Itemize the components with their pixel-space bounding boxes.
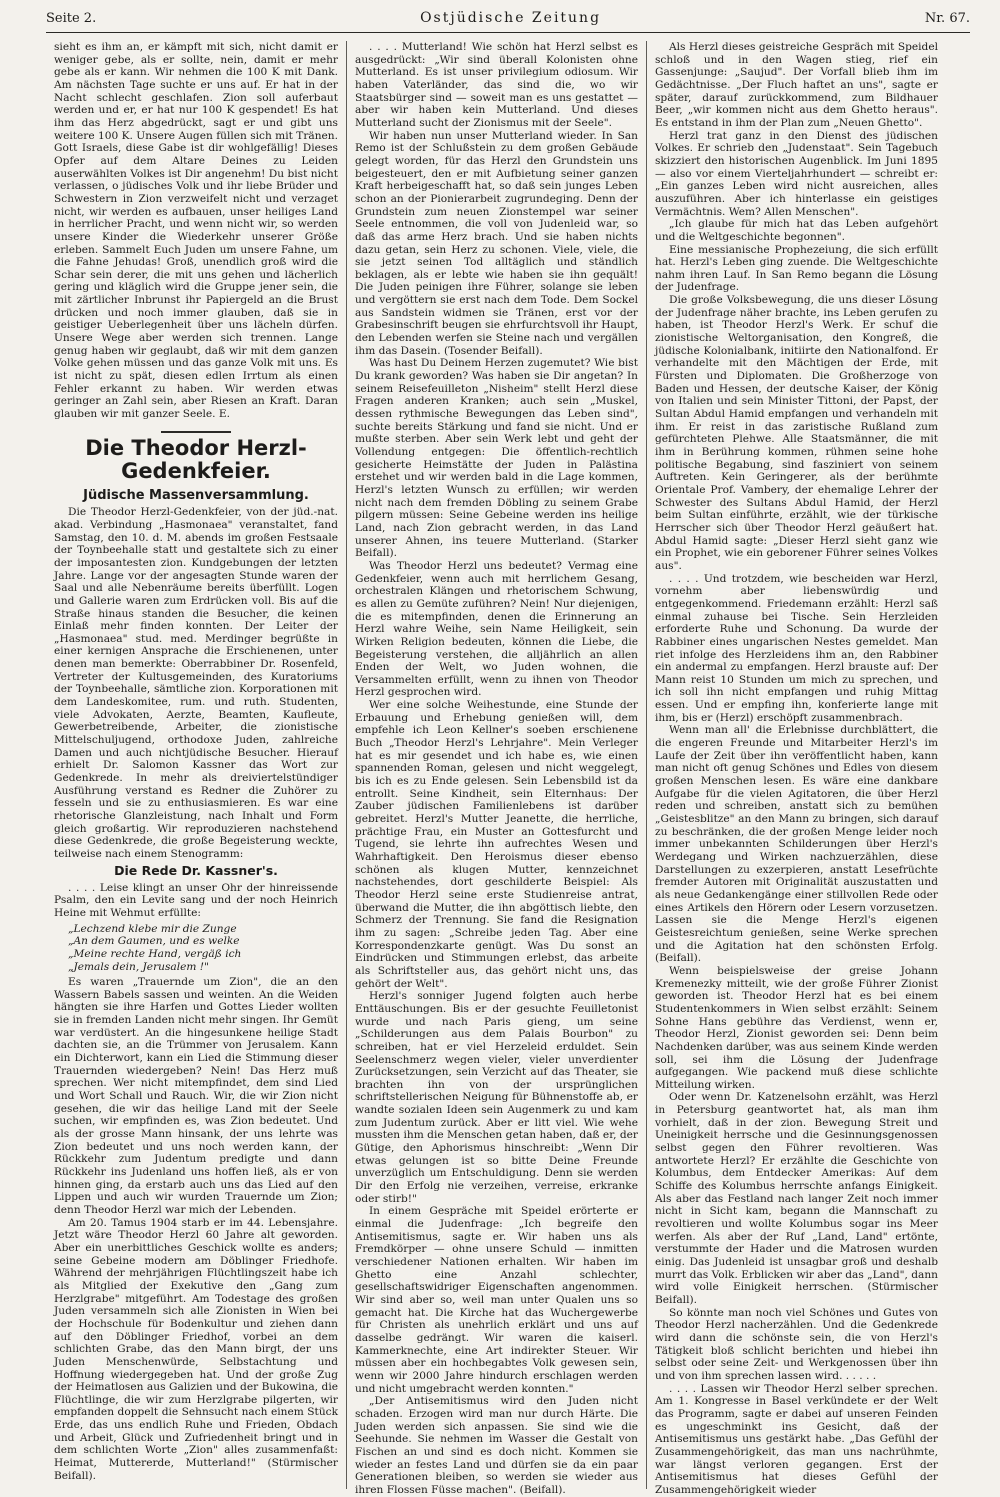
- paragraph: Wir haben nun unser Mutterland wieder. In San Remo ist der Schlußstein zu dem großen Gebäude gelegt worden, für das Herzl den Grundstein uns beigesteuert, den er mit Aufbietung seiner ganzen Kraft herbeigeschafft hat, so daß sein junges Leben schon an der Pionierarbeit zugrundeging. Denn der Grundstein zum neuen Zionstempel war seiner Seele entnommen, die voll von Judenleid war, so daß das arme Herz brach. Und sie haben nichts dazu getan, sein Herz zu schonen. Viele, viele, die sie jetzt seinen Tod alltäglich und ständlich beklagen, als er lebte wie haben sie ihn gequält! Die Juden peinigen ihre Führer, solange sie leben und vergöttern sie erst nach dem Tode. Dem Sockel aus Sandstein widmen sie Tränen, erst vor der Grabesinschrift beugen sie ehrfurchtsvoll ihr Haupt, den Lebenden werfen sie Steine nach und vergällen ihm das Dasein. (Tosender Beifall).: [355, 129, 638, 357]
- issue-number: Nr. 67.: [924, 11, 970, 26]
- paragraph: Die große Volksbewegung, die uns dieser Lösung der Judenfrage näher brachte, ins Leben gerufen zu haben, ist Theodor Herzl's Werk. Er schuf die zionistische Weltorganisation, den Kongreß, die jüdische Kolonialbank, initiirte den Nationalfond. Er verhandelte mit den Mächtigen der Erde, mit Fürsten und Diplomaten. Die Großherzoge von Baden und Hessen, der deutsche Kaiser, der König von Italien und sein Minister Tittoni, der Papst, der Sultan Abdul Hamid empfangen und verhandeln mit ihm. Er reist in das zaristische Rußland zum gefürchteten Plehwe. Alle Staatsmänner, die mit ihm in Berührung kommen, rühmen seine hohe politische Begabung, sind fasziniert von seinem Auftreten. Kein Geringerer, als der berühmte Orientale Prof. Vambery, der ehemalige Lehrer der Schwester des Sultans Abdul Hamid, der Herzl beim Sultan einführte, erzählt, wie der türkische Herrscher sich über Theodor Herzl geäußert hat. Abdul Hamid sagte: „Dieser Herzl sieht ganz wie ein Prophet, wie ein geborener Führer seines Volkes aus".: [655, 294, 938, 572]
- article-headline: Die Theodor Herzl-Gedenkfeier.: [85, 435, 307, 484]
- article-columns: [46, 41, 970, 1496]
- column-2: [346, 41, 646, 1496]
- newspaper-title: Ostjüdische Zeitung: [420, 10, 602, 26]
- paragraph: So könnte man noch viel Schönes und Gutes von Theodor Herzl nacherzählen. Und die Gedenkrede wird dann die schönste sein, die von Herzl's Tätigkeit bloß schlicht berichten und hiebei ihn selbst oder seine Zeit- und Werkgenossen über ihn und von ihm sprechen lassen wird. . . . . .: [655, 1306, 938, 1382]
- paragraph: Als Herzl dieses geistreiche Gespräch mit Speidel schloß und in den Wagen stieg, rief ein Gassenjunge: „Saujud". Der Vorfall blieb ihm im Gedächtnisse. „Der Fluch haftet an uns", sagte er später, darauf zurückkommend, zum Bildhauer Beer, „wir kommen nicht aus dem Ghetto heraus". Es entstand in ihm der Plan zum „Neuen Ghetto".: [655, 41, 938, 129]
- paragraph: sieht es ihm an, er kämpft mit sich, nicht damit er weniger gebe, als er sollte, nein, damit er mehr gebe als er kann. Wir nehmen die 100 K mit Dank. Am nächsten Tage suchte er uns auf. Er hat in der Nacht schlecht geschlafen. Zion soll auferbaut werden und er, er hat nur 100 K gespendet! Es hat ihm das Herz abgedrückt, sagt er und gibt uns weitere 100 K. Unsere Augen füllen sich mit Tränen. Gott Israels, diese Gabe ist dir wohlgefällig! Dieses Opfer auf dem Altare Deines zu Leiden auserwählten Volkes ist Dir angenehm! Du bist nicht verlassen, o jüdisches Volk und ihr liebe Brüder und Schwestern in Zion verzweifelt nicht und verzaget nicht, wir werden es aufbauen, unser heiliges Land in herrlicher Pracht, und wenn nicht wir, so werden unsere Kinder die Wiederkehr unserer Größe erleben. Sammelt Euch Juden um unsere Fahne, um die Fahne Jehudas! Groß, unendlich groß wird die Schar sein derer, die mit uns gehen und lächerlich gering und kläglich wird die Gruppe jener sein, die mit zärtlicher Inbrunst ihr Papiergeld an die Brust drücken und noch immer glauben, daß sie in geistiger Ueberlegenheit über uns lächeln dürfen. Unsere Wege aber werden sich trennen. Lange genug haben wir geglaubt, daß wir mit dem ganzen Volke gehen müssen und das ganze Volk mit uns. Es ist nicht zu spät, diesen edlen Irrtum als einen Fehler erkannt zu haben. Wir werden etwas geringer an Zahl sein, aber Riesen an Kraft. Daran glauben wir mit ganzer Seele. E.: [54, 41, 338, 421]
- page-number: Seite 2.: [46, 11, 97, 26]
- poem-line: „Lechzend klebe mir die Zunge: [68, 922, 237, 935]
- paragraph: Wer eine solche Weihestunde, eine Stunde der Erbauung und Erhebung genießen will, dem empfehle ich Leon Kellner's soeben erschienene Buch „Theodor Herzl's Lehrjahre". Mein Verleger hat es mir gesendet und ich habe es, wie einen spannenden Roman, gelesen und nicht weggelegt, bis ich es zu Ende gelesen. Sein Lebensbild ist da entrollt. Seine Kindheit, sein Elternhaus: Der Zauber jüdischen Familienlebens ist darüber gebreitet. Herzl's Mutter Jeanette, die herrliche, prächtige Frau, ein Muster an Gottesfurcht und Tugend, sie lehrte ihn aufrechtes Wesen und Wahrhaftigkeit. Den Heroismus dieser ebenso schönen als klugen Mutter, kennzeichnet nachstehendes, dort geschilderte Beispiel: Als Theodor Herzl seine erste Studienreise antrat, überwand die Mutter, die ihn abgöttisch liebte, den Schmerz der Trennung. Sie fand die Resignation ihm zu sagen: „Schreibe jeden Tag. Aber eine Korrespondenzkarte genügt. Was Du sonst an Eindrücken und Stimmungen erlebst, das arbeite als Schriftsteller aus, das gehört nicht uns, das gehört der Welt".: [355, 699, 638, 990]
- masthead: [46, 10, 970, 33]
- column-3: [646, 41, 946, 1496]
- poem-line: „Meine rechte Hand, vergäß ich: [68, 947, 242, 960]
- paragraph: Oder wenn Dr. Katzenelsohn erzählt, was Herzl in Petersburg geantwortet hat, als man ihm vorhielt, daß in der zion. Bewegung Streit und Uneinigkeit herrsche und die Gesinnungsgenossen selbst gegen den Führer revoltieren. Was antwortete Herzl? Er erzählte die Geschichte von Kolumbus, dem Entdecker Amerikas: Auf dem Schiffe des Kolumbus herrschte anfangs Einigkeit. Als aber das Festland nach langer Zeit noch immer nicht in Sicht kam, begann die Mannschaft zu revoltieren und wollte Kolumbus sogar ins Meer werfen. Als aber der Ruf „Land, Land" ertönte, verstummte der Hader und die Matrosen wurden einig. Das Judenleid ist unsagbar groß und deshalb murrt das Volk. Erblicken wir aber das „Land", dann wird volle Einigkeit herrschen. (Stürmischer Beifall).: [655, 1091, 938, 1306]
- paragraph: „Ich glaube für mich hat das Leben aufgehört und die Weltgeschichte begonnen".: [655, 218, 938, 243]
- poem-quote: [68, 923, 338, 974]
- paragraph: . . . . Mutterland! Wie schön hat Herzl selbst es ausgedrückt: „Wir sind überall Kolonisten ohne Mutterland. Es ist unser privilegium odiosum. Wir haben Vaterländer, das sind die, wo wir Staatsbürger sind — soweit man es uns gestattet — aber wir haben kein Mutterland. Und dieses Mutterland sucht der Zionismus mit der Seele".: [355, 41, 638, 129]
- column-1: [46, 41, 346, 1489]
- paragraph: . . . . Leise klingt an unser Ohr der hinreissende Psalm, den ein Levite sang und der noch Heinrich Heine mit Wehmut erfüllte:: [54, 881, 338, 919]
- section-heading: Die Rede Dr. Kassner's.: [114, 862, 278, 878]
- paragraph: . . . . Lassen wir Theodor Herzl selber sprechen. Am 1. Kongresse in Basel verkündete er der Welt das Programm, sagte er dabei auf unseren Feinden es ungeschminkt ins Gesicht, daß der Antisemitismus uns gestärkt habe. „Das Gefühl der Zusammengehörigkeit, das man uns nachrühmte, war längst verloren gegangen. Erst der Antisemitismus hat dieses Gefühl der Zusammengehörigkeit wieder: [655, 1382, 938, 1496]
- poem-line: „Jemals dein, Jerusalem !": [68, 960, 209, 973]
- paragraph: Wenn man all' die Erlebnisse durchblättert, die die engeren Freunde und Mitarbeiter Herzl's im Laufe der Zeit über ihn veröffentlicht haben, kann man nicht oft genug Schönes und Edles von diesem großen Menschen lesen. Es wäre eine dankbare Aufgabe für die vielen Agitatoren, die über Herzl reden und schreiben, anstatt sich zu bemühen „Geistesblitze" an den Mann zu bringen, sich darauf zu beschränken, die der großen Menge leider noch immer unbekannten Schilderungen über Herzl's Werdegang und Wirken nachzuerzählen, diese Darstellungen zu exzerpieren, anstatt Lesefrüchte fremder Autoren mit Originalität auszustatten und als neue Gedankengänge einer stillvollen Rede oder eines Artikels den Hörern oder Lesern vorzusetzen. Lassen sie die Menge Herzl's eigenen Geistesreichtum genießen, seine Werke sprechen und die Agitation hat den schönsten Erfolg. (Beifall).: [655, 724, 938, 965]
- paragraph: Was Theodor Herzl uns bedeutet? Vermag eine Gedenkfeier, wenn auch mit herrlichem Gesang, orchestralen Klängen und rhetorischem Schwung, es allen zu Gemüte zuführen? Nein! Nur diejenigen, die es mitempfinden, denen die Erinnerung an Herzl wahre Weihe, sein Name Heiligkeit, sein Wirken Religion bedeuten, können die Liebe, die Begeisterung verstehen, die alljährlich an allen Enden der Welt, wo Juden wohnen, die Versammelten erfüllt, wenn zu ihnen von Theodor Herzl gesprochen wird.: [355, 559, 638, 699]
- paragraph: In einem Gespräche mit Speidel erörterte er einmal die Judenfrage: „Ich begreife den Antisemitismus, sagte er. Wir haben uns als Fremdkörper — ohne unsere Schuld — inmitten verschiedener Nationen erhalten. Wir haben im Ghetto eine Anzahl schlechter, gesellschaftswidriger Eigenschaften angenommen. Wir sind aber so, weil man unter Qualen uns so gemacht hat. Die Kirche hat das Wuchergewerbe für Christen als unehrlich erklärt und uns auf dasselbe gedrängt. Wir waren die kaiserl. Kammerknechte, eine Art indirekter Steuer. Wir müssen aber ein hochbegabtes Volk gewesen sein, wenn wir 2000 Jahre hindurch erschlagen werden und nicht umgebracht werden konnten.": [355, 1205, 638, 1395]
- paragraph: Herzl trat ganz in den Dienst des jüdischen Volkes. Er schrieb den „Judenstaat". Sein Tagebuch skizziert den historischen Augenblick. Im Juni 1895 — also vor einem Vierteljahrhundert — schreibt er: „Ein ganzes Leben wird nicht ausreichen, alles auszuführen. Aber ich hinterlasse ein geistiges Vermächtnis. Wem? Allen Menschen".: [655, 129, 938, 218]
- paragraph: Herzl's sonniger Jugend folgten auch herbe Enttäuschungen. Bis er der gesuchte Feuilletonist wurde und nach Paris gieng, um seine „Schilderungen aus dem Palais Bourbon" zu schreiben, hat er viel Herzeleid erduldet. Sein Seelenschmerz wegen vieler, vieler unverdienter Zurücksetzungen, sein Verzicht auf das Theater, sie brachten ihn von der ursprünglichen schriftstellerischen Neigung für Bühnenstoffe ab, er wandte sozialen Ideen sein Augenmerk zu und kam zum Judentum zurück. Aber er litt viel. Wie wehe mussten ihm die Menschen getan haben, daß er, der Gütige, den Aphorismus hinschreibt: „Wenn Dir etwas gelungen ist so bitte Deine Freunde unverzüglich um Entschuldigung. Denn sie werden Dir den Erfolg nie verzeihen, verreise, erkranke oder stirb!": [355, 990, 638, 1205]
- paragraph: Eine messianische Prophezeiung, die sich erfüllt hat. Herzl's Leben ging zuende. Die Weltgeschichte nahm ihren Lauf. In San Remo begann die Lösung der Judenfrage.: [655, 243, 938, 294]
- article-subheadline: Jüdische Massenversammlung.: [83, 487, 309, 503]
- poem-line: „An dem Gaumen, und es welke: [68, 935, 240, 948]
- paragraph: . . . . Und trotzdem, wie bescheiden war Herzl, vornehm aber liebenswürdig und entgegenkommend. Friedemann erzählt: Herzl saß einmal zuhause bei Tische. Sein Herzleiden erforderte Ruhe und Schonung. Da wurde der Rabbiner eines ungarischen Nestes gemeldet. Man riet infolge des Herzleidens ihm an, den Rabbiner ein andermal zu empfangen. Herzl brauste auf: Der Mann reist 10 Stunden um mich zu sprechen, und ich soll ihn nicht empfangen und ruhig Mittag essen. Und er empfing ihn, konferierte lange mit ihm, bis er (Herzl) erschöpft zusammenbrach.: [655, 572, 938, 724]
- paragraph: Es waren „Trauernde um Zion", die an den Wassern Babels sassen und weinten. An die Weiden hängten sie ihre Harfen und Gottes Lieder wollten sie in fremden Landen nicht mehr singen. Ihr Gemüt war verdüstert. An die hingesunkene heilige Stadt dachten sie, an die Trümmer von Jerusalem. Kann ein Dichterwort, kann ein Lied die Stimmung dieser Trauernden wiedergeben? Nein! Das Herz muß sprechen. Wer nicht mitempfindet, dem sind Lied und Wort Schall und Rauch. Wir, die wir Zion nicht gesehen, die wir das heilige Land mit der Seele suchen, wir empfinden es, was Zion bedeutet. Und als der grosse Mann hinsank, der uns lehrte was Zion bedeutet und uns noch werden kann, der Rückkehr zum Judentum predigte und dann Rückkehr ins Judenland uns hoffen ließ, als er von hinnen ging, da erstarb auch uns das Lied auf den Lippen und auch wir wurden Trauernde um Zion; denn Theodor Herzl war mich der Lebenden.: [54, 976, 338, 1216]
- paragraph: Was hast Du Deinem Herzen zugemutet? Wie bist Du krank geworden? Was haben sie Dir angetan? In seinem Reisefeuilleton „Nisheim" stellt Herzl diese Fragen anderen Kranken; auch sein „Muskel, dessen rythmische Bewegungen das Leben sind", suchte bereits Stärkung und fand sie nicht. Und er mußte sterben. Aber sein Werk lebt und geht der Vollendung entgegen: Die öffentlich-rechtlich gesicherte Heimstätte der Juden in Palästina erstehet und wir werden bald in die Lage kommen, Herzl's letzten Wunsch zu erfüllen; wir werden nicht nach dem fremden Döbling zu seinem Grabe pilgern müssen: Seine Gebeine werden ins heilige Land, nach Zion gebracht werden, in das Land unserer Ahnen, ins teuere Mutterland. (Starker Beifall).: [355, 357, 638, 560]
- paragraph: Die Theodor Herzl-Gedenkfeier, von der jüd.-nat. akad. Verbindung „Hasmonaea" veranstaltet, fand Samstag, den 10. d. M. abends im großen Festsaale der Toynbeehalle statt und gestaltete sich zu einer der imposantesten zion. Kundgebungen der letzten Jahre. Lange vor der angesagten Stunde waren der Saal und alle Nebenräume bereits überfüllt. Logen und Gallerie waren zum Erdrücken voll. Bis auf die Straße hinaus standen die Besucher, die keinen Einlaß mehr finden konnten. Der Leiter der „Hasmonaea" stud. med. Merdinger begrüßte in einer kernigen Ansprache die Erschienenen, unter denen man bemerkte: Oberrabbiner Dr. Rosenfeld, Vertreter der Kultusgemeinden, des Kuratoriums der Toynbeehalle, sämtliche zion. Korporationen mit dem Landeskomitee, rum. und ruth. Studenten, viele Advokaten, Aerzte, Beamten, Kaufleute, Gewerbetreibende, Arbeiter, die zionistische Mittelschuljugend, orthodoxe Juden, zahlreiche Damen und auch nichtjüdische Besucher. Hierauf erhielt Dr. Salomon Kassner das Wort zur Gedenkrede. In mehr als dreiviertelstündiger Ausführung verstand es Redner die Zuhörer zu fesseln und sie zu enthusiasmieren. Es war eine rhetorische Glanzleistung, nach Inhalt und Form gleich großartig. Wir reproduzieren nachstehend diese Gedenkrede, die große Begeisterung weckte, teilweise nach einem Stenogramm:: [54, 506, 338, 860]
- paragraph: Wenn beispielsweise der greise Johann Kremenezky mitteilt, wie der große Führer Zionist geworden ist. Theodor Herzl hat es bei einem Studentenkommers in Wien selbst erzählt: Seinem Sohne Hans gebühre das Verdienst, wenn er, Theodor Herzl, Zionist geworden sei: Denn beim Nachdenken darüber, was aus seinem Kinde werden soll, sei ihm die Lösung der Judenfrage aufgegangen. Wie packend muß diese schlichte Mitteilung wirken.: [655, 964, 938, 1091]
- separator-rule: [161, 431, 231, 433]
- paragraph: „Der Antisemitismus wird den Juden nicht schaden. Erzogen wird man nur durch Härte. Die Juden werden sich anpassen. Sie sind wie die Seehunde. Sie nehmen im Wasser die Gestalt von Fischen an und sind es doch nicht. Kommen sie wieder an festes Land und dürfen sie da ein paar Generationen bleiben, so werden sie wieder aus ihren Flossen Füsse machen". (Beifall).: [355, 1395, 638, 1496]
- paragraph: Am 20. Tamus 1904 starb er im 44. Lebensjahre. Jetzt wäre Theodor Herzl 60 Jahre alt geworden. Aber ein unerbittliches Geschick wollte es anders; seine Gebeine modern am Döblinger Friedhofe. Während der mehrjährigen Flüchtlingszeit habe ich als Mitglied der Exekutive den „Gang zum Herzlgrabe" mitgeführt. Am Todestage des großen Juden versammeln sich alle Zionisten in Wien bei der Hochschule für Bodenkultur und ziehen dann auf den Döblinger Friedhof, vorbei an dem schlichten Grabe, das den Mann birgt, der uns Juden Menschenwürde, Selbstachtung und Hoffnung wiedergegeben hat. Und der große Zug der Heimatlosen aus Galizien und der Bukowina, die Flüchtlinge, die wir zum Herzlgrabe pilgerten, wir empfanden doppelt die Sehnsucht nach einem Stück Erde, das uns endlich Ruhe und Frieden, Obdach und Arbeit, Glück und Zufriedenheit bringt und in dem schlichten Worte „Zion" alles zusammenfaßt: Heimat, Muttererde, Mutterland!" (Stürmischer Beifall).: [54, 1216, 338, 1482]
